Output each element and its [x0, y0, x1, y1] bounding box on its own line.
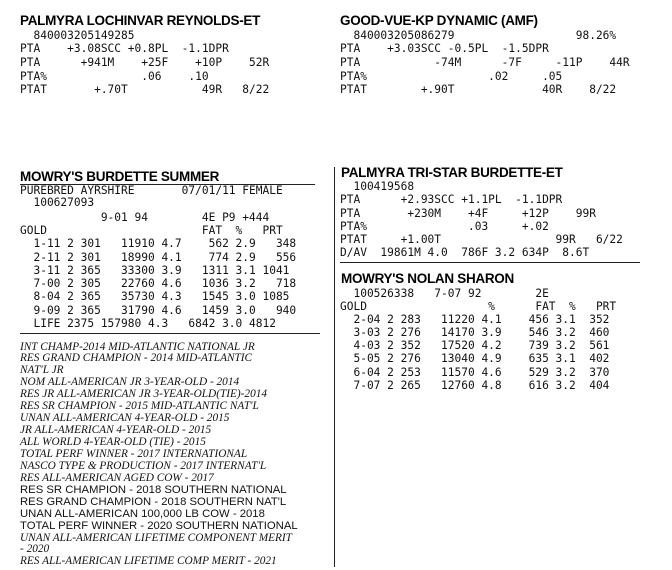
summer-lactation-row: 9-09 2 365 31790 4.6 1459 3.0 940	[20, 304, 297, 317]
column-divider	[334, 167, 335, 567]
honor-line: RES JR ALL-AMERICAN JR 3-YEAR-OLD(TIE)-2014	[20, 388, 268, 400]
summer-header-line: PUREBRED AYRSHIRE 07/01/11 FEMALE	[20, 184, 283, 197]
honor-line: RES SR CHAMPION - 2015 MID-ATLANTIC NAT'L	[20, 400, 259, 412]
tristar-title: PALMYRA TRI-STAR BURDETTE-ET	[341, 165, 563, 180]
honor-line: UNAN ALL-AMERICAN 4-YEAR-OLD - 2015	[20, 412, 230, 424]
dynamic-line: PTA -74M -7F -11P 44R	[340, 56, 630, 69]
sharon-lactation-row: 3-03 2 276 14170 3.9 546 3.2 460	[340, 326, 610, 339]
dynamic-line: PTA +3.03SCC -0.5PL -1.5DPR	[340, 42, 549, 55]
summer-lactation-row: 2-11 2 301 18990 4.1 774 2.9 556	[20, 251, 297, 264]
honor-line: RES SR CHAMPION - 2018 SOUTHERN NATIONAL	[20, 484, 287, 496]
sharon-lactation-row: 5-05 2 276 13040 4.9 635 3.1 402	[340, 352, 610, 365]
summer-gold-header: GOLD FAT % PRT	[20, 224, 283, 237]
sharon-lactation-row: 6-04 2 253 11570 4.6 529 3.2 370	[340, 366, 610, 379]
tristar-line: PTA% .03 +.02	[340, 220, 549, 233]
sharon-lactation-row: 7-07 2 265 12760 4.8 616 3.2 404	[340, 379, 610, 392]
honor-line: TOTAL PERF WINNER - 2017 INTERNATIONAL	[20, 448, 248, 460]
honor-line: RES ALL-AMERICAN LIFETIME COMP MERIT - 2021	[20, 555, 277, 567]
dynamic-title: GOOD-VUE-KP DYNAMIC (AMF)	[340, 13, 538, 28]
sharon-title: MOWRY'S NOLAN SHARON	[341, 271, 514, 286]
dynamic-line: PTAT +.90T 40R 8/22	[340, 83, 617, 96]
summer-lactation-row: 7-00 2 305 22760 4.6 1036 3.2 718	[20, 277, 297, 290]
dynamic-line: PTA% .02 .05	[340, 70, 563, 83]
honor-line: TOTAL PERF WINNER - 2020 SOUTHERN NATIONAL	[20, 520, 298, 532]
sharon-lactation-row: 2-04 2 283 11220 4.1 456 3.1 352	[340, 313, 610, 326]
honor-line: NASCO TYPE & PRODUCTION - 2017 INTERNAT'L	[20, 460, 267, 472]
summer-lactation-row: 8-04 2 365 35730 4.3 1545 3.0 1085	[20, 290, 290, 303]
honor-line: RES GRAND CHAMPION - 2018 SOUTHERN NAT'L	[20, 496, 287, 508]
tristar-line: 100419568	[340, 180, 415, 193]
summer-lactation-row: 1-11 2 301 11910 4.7 562 2.9 348	[20, 237, 297, 250]
tristar-line: PTAT +1.00T 99R 6/22	[340, 233, 623, 246]
honor-line: RES GRAND CHAMPION - 2014 MID-ATLANTIC	[20, 352, 253, 364]
lochinvar-line: PTA +3.08SCC +0.8PL -1.1DPR	[20, 42, 229, 55]
honor-line: RES ALL-AMERICAN AGED COW - 2017	[20, 472, 214, 484]
honor-line: INT CHAMP-2014 MID-ATLANTIC NATIONAL JR	[20, 341, 255, 353]
lochinvar-line: PTA +941M +25F +10P 52R	[20, 56, 270, 69]
honor-line: ALL WORLD 4-YEAR-OLD (TIE) - 2015	[20, 436, 206, 448]
honor-line: JR ALL-AMERICAN 4-YEAR-OLD - 2015	[20, 424, 212, 436]
summer-honors-rule	[20, 333, 320, 334]
lochinvar-line: 840003205149285	[20, 29, 135, 42]
honor-line: UNAN ALL-AMERICAN LIFETIME COMPONENT MERIT	[20, 532, 292, 544]
tristar-line: PTA +2.93SCC +1.1PL -1.1DPR	[340, 193, 563, 206]
lochinvar-line: PTAT +.70T 49R 8/22	[20, 83, 270, 96]
tristar-daughter-avg: D/AV 19861M 4.0 786F 3.2 634P 8.6T	[340, 246, 590, 259]
honor-line: - 2020	[20, 543, 50, 555]
summer-title: MOWRY'S BURDETTE SUMMER	[20, 169, 220, 184]
lochinvar-title: PALMYRA LOCHINVAR REYNOLDS-ET	[20, 13, 261, 28]
dynamic-line: 840003205086279 98.26%	[340, 29, 617, 42]
honor-line: NAT'L JR	[20, 364, 64, 376]
summer-header-line: 9-01 94 4E P9 +444	[20, 211, 270, 224]
honor-line: UNAN ALL-AMERICAN 100,000 LB COW - 2018	[20, 508, 265, 520]
tristar-line: PTA +230M +4F +12P 99R	[340, 207, 596, 220]
tristar-rule	[340, 262, 640, 263]
sharon-lactation-row: 4-03 2 352 17520 4.2 739 3.2 561	[340, 339, 610, 352]
summer-lifetime-row: LIFE 2375 157980 4.3 6842 3.0 4812	[20, 317, 276, 330]
honor-line: NOM ALL-AMERICAN JR 3-YEAR-OLD - 2014	[20, 376, 240, 388]
lochinvar-line: PTA% .06 .10	[20, 70, 209, 83]
summer-lactation-row: 3-11 2 365 33300 3.9 1311 3.1 1041	[20, 264, 290, 277]
sharon-header-line: 100526338 7-07 92 2E	[340, 287, 549, 300]
sharon-gold-header: GOLD % FAT % PRT	[340, 300, 617, 313]
summer-header-line: 100627093	[20, 196, 95, 209]
